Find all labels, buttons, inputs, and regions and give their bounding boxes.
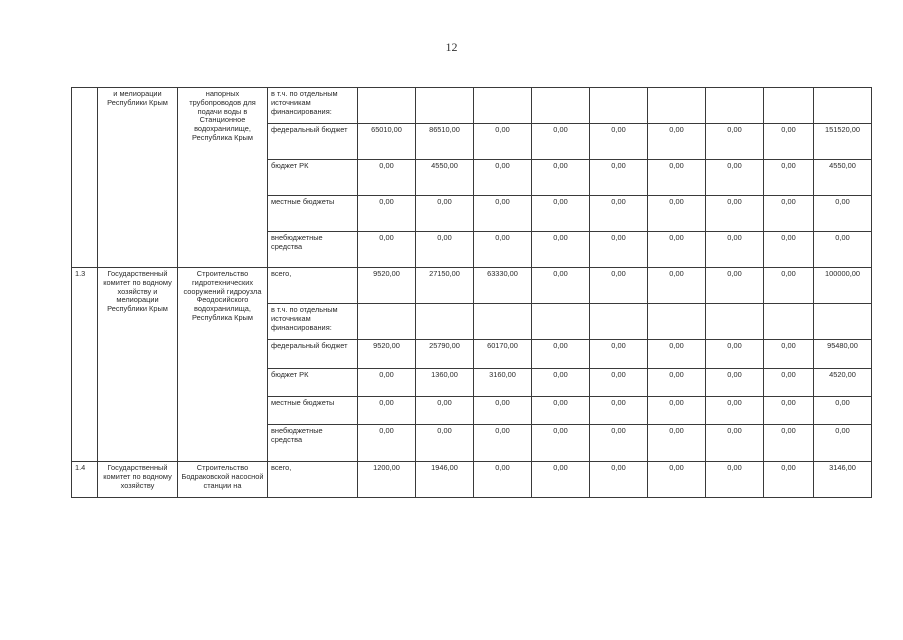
value-cell: 0,00 <box>648 425 706 462</box>
value-cell: 60170,00 <box>474 340 532 369</box>
value-cell <box>590 304 648 340</box>
value-cell: 0,00 <box>590 462 648 498</box>
value-cell: 0,00 <box>814 232 872 268</box>
table-row <box>72 268 872 304</box>
value-cell: 63330,00 <box>474 268 532 304</box>
value-cell: 86510,00 <box>416 124 474 160</box>
value-cell: 0,00 <box>764 340 814 369</box>
value-cell <box>416 304 474 340</box>
value-cell: 0,00 <box>764 196 814 232</box>
object-cell: напорных трубопроводов для подачи воды в Станционное водохранилище, Республика Крым <box>178 88 268 268</box>
value-cell: 0,00 <box>532 124 590 160</box>
value-cell: 0,00 <box>648 160 706 196</box>
value-cell: 0,00 <box>474 425 532 462</box>
funding-source-label: местные бюджеты <box>268 397 358 425</box>
value-cell: 0,00 <box>648 369 706 397</box>
object-cell: Строительство Бодраковской насосной станции на <box>178 462 268 498</box>
financing-table <box>71 87 872 498</box>
value-cell <box>532 88 590 124</box>
value-cell: 0,00 <box>358 425 416 462</box>
value-cell: 0,00 <box>532 397 590 425</box>
value-cell: 0,00 <box>532 196 590 232</box>
value-cell: 0,00 <box>706 462 764 498</box>
value-cell: 0,00 <box>532 232 590 268</box>
value-cell <box>358 88 416 124</box>
value-cell <box>764 304 814 340</box>
funding-source-label: в т.ч. по отдельным источникам финансирования: <box>268 304 358 340</box>
value-cell: 0,00 <box>648 268 706 304</box>
value-cell <box>532 304 590 340</box>
value-cell: 0,00 <box>416 196 474 232</box>
value-cell: 0,00 <box>648 124 706 160</box>
funding-source-label: внебюджетные средства <box>268 232 358 268</box>
value-cell: 0,00 <box>590 369 648 397</box>
table-body <box>72 88 872 498</box>
value-cell: 0,00 <box>590 232 648 268</box>
value-cell: 0,00 <box>706 196 764 232</box>
value-cell: 0,00 <box>706 124 764 160</box>
value-cell: 0,00 <box>706 397 764 425</box>
value-cell: 0,00 <box>532 369 590 397</box>
value-cell: 4550,00 <box>814 160 872 196</box>
value-cell: 0,00 <box>648 232 706 268</box>
funding-source-label: федеральный бюджет <box>268 124 358 160</box>
value-cell: 0,00 <box>706 268 764 304</box>
value-cell: 0,00 <box>648 196 706 232</box>
executor-cell: Государственный комитет по водному хозяйству и мелиорации Республики Крым <box>98 268 178 462</box>
value-cell: 151520,00 <box>814 124 872 160</box>
value-cell: 0,00 <box>764 462 814 498</box>
value-cell: 0,00 <box>358 160 416 196</box>
value-cell <box>706 304 764 340</box>
value-cell: 4550,00 <box>416 160 474 196</box>
value-cell <box>706 88 764 124</box>
value-cell: 0,00 <box>532 268 590 304</box>
value-cell: 0,00 <box>764 425 814 462</box>
value-cell <box>416 88 474 124</box>
row-number-cell <box>72 88 98 268</box>
value-cell <box>358 304 416 340</box>
value-cell: 0,00 <box>474 397 532 425</box>
value-cell: 0,00 <box>474 160 532 196</box>
value-cell <box>764 88 814 124</box>
value-cell: 0,00 <box>706 369 764 397</box>
value-cell: 0,00 <box>590 196 648 232</box>
value-cell: 9520,00 <box>358 268 416 304</box>
value-cell: 0,00 <box>358 196 416 232</box>
value-cell: 0,00 <box>590 160 648 196</box>
value-cell: 0,00 <box>648 340 706 369</box>
value-cell: 0,00 <box>706 425 764 462</box>
value-cell: 0,00 <box>764 268 814 304</box>
value-cell: 9520,00 <box>358 340 416 369</box>
value-cell <box>474 88 532 124</box>
funding-source-label: в т.ч. по отдельным источникам финансирования: <box>268 88 358 124</box>
value-cell: 0,00 <box>764 124 814 160</box>
funding-source-label: всего, <box>268 268 358 304</box>
value-cell: 0,00 <box>474 232 532 268</box>
value-cell: 0,00 <box>532 425 590 462</box>
value-cell: 0,00 <box>590 425 648 462</box>
value-cell: 4520,00 <box>814 369 872 397</box>
value-cell: 0,00 <box>706 232 764 268</box>
value-cell: 65010,00 <box>358 124 416 160</box>
value-cell: 0,00 <box>706 340 764 369</box>
value-cell <box>648 88 706 124</box>
value-cell <box>814 304 872 340</box>
value-cell: 0,00 <box>474 196 532 232</box>
value-cell: 0,00 <box>358 232 416 268</box>
page-number: 12 <box>445 40 458 54</box>
row-number-cell: 1.3 <box>72 268 98 462</box>
value-cell: 0,00 <box>532 160 590 196</box>
value-cell: 0,00 <box>814 196 872 232</box>
value-cell: 0,00 <box>532 340 590 369</box>
funding-source-label: федеральный бюджет <box>268 340 358 369</box>
value-cell: 1360,00 <box>416 369 474 397</box>
value-cell: 0,00 <box>814 425 872 462</box>
value-cell: 0,00 <box>590 124 648 160</box>
table-row <box>72 88 872 124</box>
value-cell: 3146,00 <box>814 462 872 498</box>
value-cell: 0,00 <box>590 340 648 369</box>
value-cell: 0,00 <box>532 462 590 498</box>
value-cell <box>814 88 872 124</box>
value-cell: 100000,00 <box>814 268 872 304</box>
value-cell: 0,00 <box>648 397 706 425</box>
value-cell <box>590 88 648 124</box>
value-cell: 0,00 <box>706 160 764 196</box>
value-cell <box>474 304 532 340</box>
value-cell: 0,00 <box>358 397 416 425</box>
value-cell: 3160,00 <box>474 369 532 397</box>
value-cell: 0,00 <box>358 369 416 397</box>
object-cell: Строительство гидротехнических сооружений гидроузла Феодосийского водохранилища, Республика Крым <box>178 268 268 462</box>
value-cell: 0,00 <box>416 232 474 268</box>
executor-cell: Государственный комитет по водному хозяйству <box>98 462 178 498</box>
value-cell: 95480,00 <box>814 340 872 369</box>
value-cell: 0,00 <box>416 425 474 462</box>
value-cell: 0,00 <box>764 232 814 268</box>
value-cell: 25790,00 <box>416 340 474 369</box>
value-cell: 0,00 <box>590 268 648 304</box>
funding-source-label: бюджет РК <box>268 160 358 196</box>
value-cell: 0,00 <box>416 397 474 425</box>
value-cell <box>648 304 706 340</box>
value-cell: 0,00 <box>764 160 814 196</box>
value-cell: 0,00 <box>814 397 872 425</box>
value-cell: 0,00 <box>764 369 814 397</box>
funding-source-label: внебюджетные средства <box>268 425 358 462</box>
value-cell: 0,00 <box>474 124 532 160</box>
value-cell: 0,00 <box>648 462 706 498</box>
value-cell: 1200,00 <box>358 462 416 498</box>
value-cell: 0,00 <box>590 397 648 425</box>
funding-source-label: всего, <box>268 462 358 498</box>
funding-source-label: бюджет РК <box>268 369 358 397</box>
table-row <box>72 462 872 498</box>
funding-source-label: местные бюджеты <box>268 196 358 232</box>
value-cell: 27150,00 <box>416 268 474 304</box>
value-cell: 0,00 <box>474 462 532 498</box>
value-cell: 0,00 <box>764 397 814 425</box>
row-number-cell: 1.4 <box>72 462 98 498</box>
value-cell: 1946,00 <box>416 462 474 498</box>
executor-cell: и мелиорации Республики Крым <box>98 88 178 268</box>
